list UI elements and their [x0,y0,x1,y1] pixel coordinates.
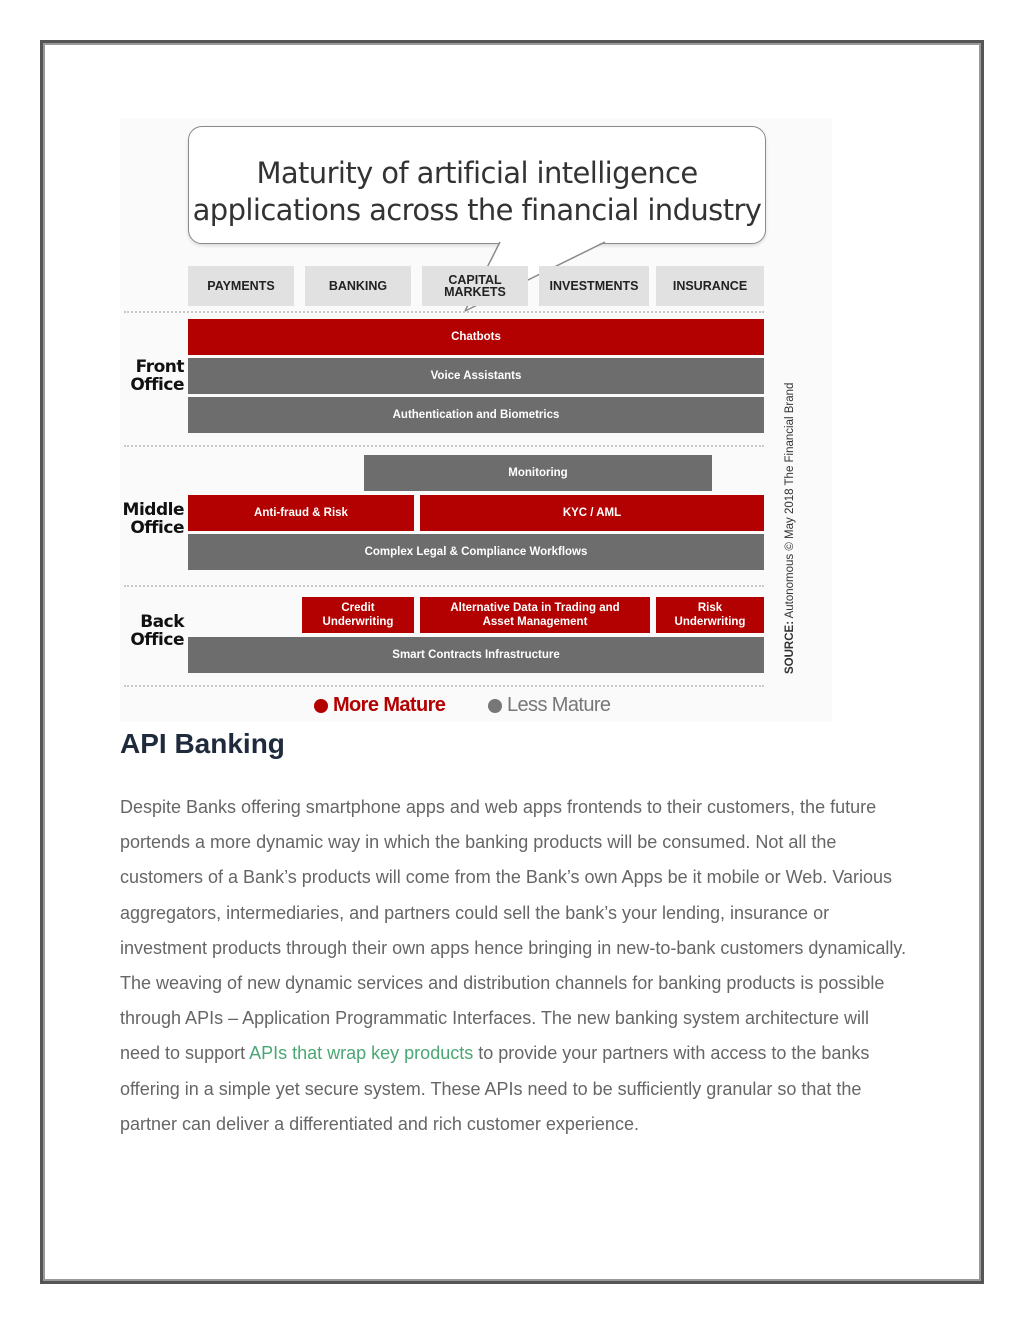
label-front-office: Front Office [130,357,184,395]
source-label: SOURCE: [784,620,796,674]
section-heading: API Banking [120,728,285,759]
gray-dot-icon [488,699,502,713]
legend-less-mature [488,694,610,717]
legend-less-mature-label: Less Mature [507,694,611,716]
category-capital-markets: CAPITAL MARKETS [422,266,528,306]
source-credit [780,329,800,674]
label-middle-office: Middle Office [122,500,184,538]
category-investments: INVESTMENTS [539,266,649,306]
source-text: Autonomous © May 2018 The Financial Brand [784,382,796,619]
legend-more-mature-label: More Mature [333,694,446,716]
bar-voice-assistants: Voice Assistants [188,358,764,394]
figure-title-line-2: applications across the financial industry [192,193,762,227]
bar-monitoring: Monitoring [364,455,712,491]
body-paragraph [120,790,910,1142]
bar-anti-fraud-risk: Anti-fraud & Risk [188,495,414,531]
bar-smart-contracts: Smart Contracts Infrastructure [188,637,764,673]
red-dot-icon [314,699,328,713]
bar-authentication-biometrics: Authentication and Biometrics [188,397,764,433]
divider-dotted [124,311,764,313]
divider-dotted [124,445,764,447]
bar-risk-underwriting: Risk Underwriting [656,597,764,633]
category-payments: PAYMENTS [188,266,294,306]
bar-alternative-data: Alternative Data in Trading and Asset Management [420,597,650,633]
title-speech-bubble [188,126,766,244]
bar-legal-compliance-workflows: Complex Legal & Compliance Workflows [188,534,764,570]
paragraph-text-start: Despite Banks offering smartphone apps and web apps frontends to their customers, the future portends a more dynamic way in which the banking products will be consumed. Not all the customers of a Bank’s products will come from the Bank’s own Apps be it mobile or Web. Various aggregators, intermediaries, and partners could sell the bank’s your lending, insurance or investment products through their own apps hence bringing in new-to-bank customers dynamically. The weaving of new dynamic services and distribution channels for banking products is possible through APIs – Application Programmatic Interfaces. The new banking system architecture will need to support [120,797,907,1064]
figure-title [189,155,765,229]
divider-dotted [124,685,764,687]
ai-maturity-figure [120,118,832,722]
apis-link[interactable]: APIs that wrap key products [249,1043,474,1064]
paragraph-text-end: to provide your partners with access to the banks offering in a simple yet secure system. These APIs need to be sufficiently granular so that the partner can deliver a differentiated and rich customer experience. [120,1043,870,1134]
category-banking: BANKING [305,266,411,306]
bar-kyc-aml: KYC / AML [420,495,764,531]
category-insurance: INSURANCE [656,266,764,306]
legend-more-mature [314,694,445,717]
divider-dotted [124,585,764,587]
bar-credit-underwriting: Credit Underwriting [302,597,414,633]
label-back-office: Back Office [130,612,184,650]
figure-title-line-1: Maturity of artificial intelligence [256,156,698,190]
bar-chatbots: Chatbots [188,319,764,355]
